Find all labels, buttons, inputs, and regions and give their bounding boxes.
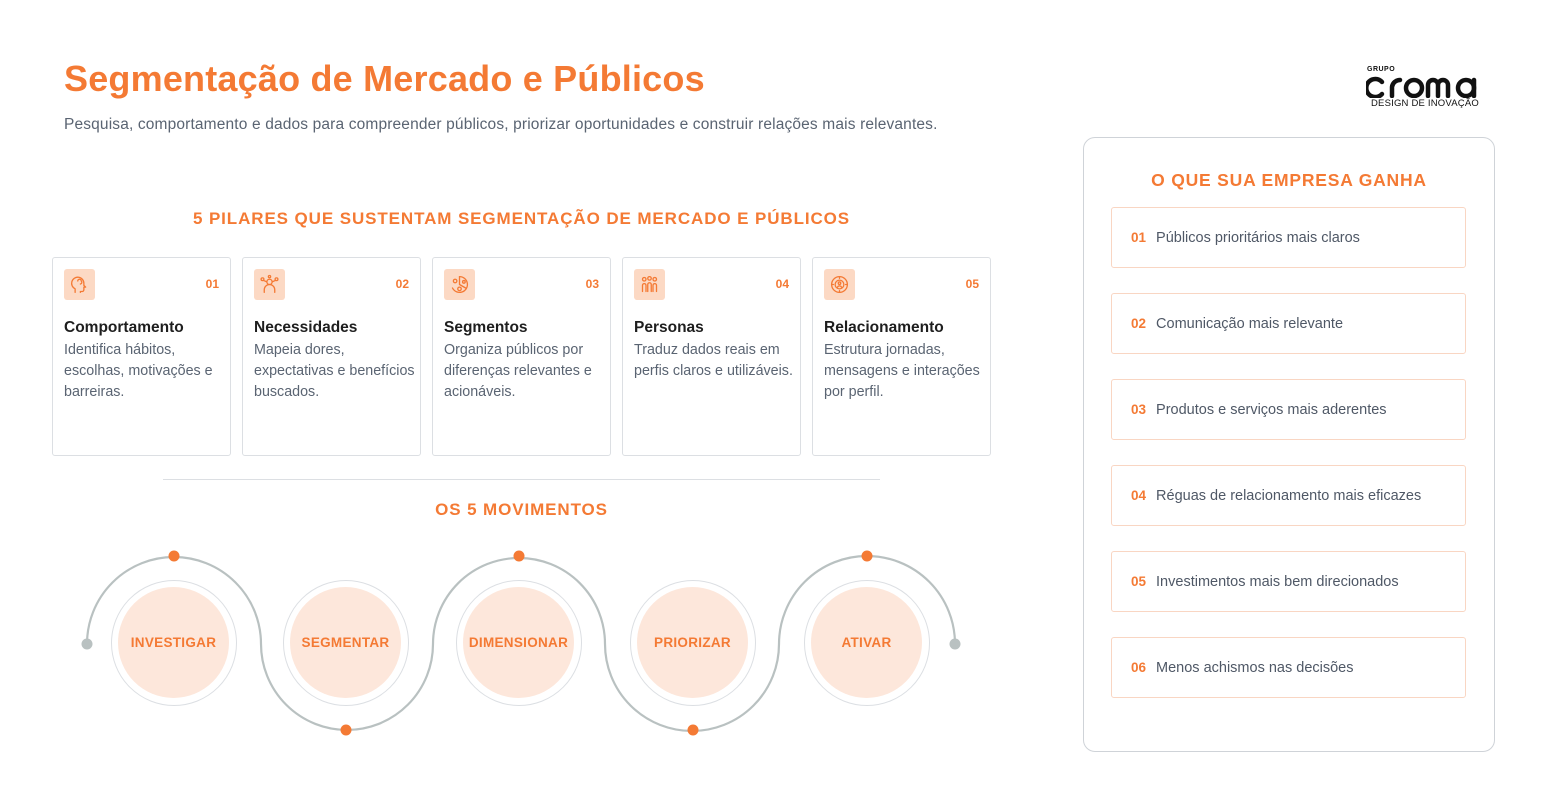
pilar-title: Segmentos [444, 319, 528, 336]
ganho-item [1111, 637, 1466, 698]
ganho-item [1111, 551, 1466, 612]
wave-marker-dot [688, 725, 699, 736]
ganho-number: 05 [1131, 574, 1147, 589]
ganho-number: 06 [1131, 660, 1147, 675]
ganho-text: Comunicação mais relevante [1156, 315, 1344, 332]
ganho-text: Públicos prioritários mais claros [1156, 229, 1360, 246]
page-subtitle: Pesquisa, comportamento e dados para compreender públicos, priorizar oportunidades e construir relações mais relevantes. [64, 116, 938, 133]
movimento-ativar [804, 580, 930, 706]
ganho-item [1111, 207, 1466, 268]
movimento-label: ATIVAR [841, 635, 892, 650]
movimento-priorizar [630, 580, 756, 706]
wave-marker-dot [341, 725, 352, 736]
pilar-title: Comportamento [64, 319, 184, 336]
ganhos-title: O QUE SUA EMPRESA GANHA [1151, 170, 1427, 190]
pilar-number: 04 [775, 277, 789, 291]
pilar-number: 02 [395, 277, 409, 291]
pilar-description: Traduz dados reais em perfis claros e utilizáveis. [634, 342, 793, 379]
ganho-number: 03 [1131, 402, 1147, 417]
ganho-number: 01 [1131, 230, 1147, 245]
ganho-text: Investimentos mais bem direcionados [1156, 573, 1399, 590]
pilar-title: Necessidades [254, 319, 358, 336]
wave-marker-dot [514, 551, 525, 562]
ganho-item [1111, 465, 1466, 526]
logo-tagline: DESIGN DE INOVAÇÃO [1371, 98, 1479, 109]
ganho-text: Produtos e serviços mais aderentes [1156, 401, 1387, 418]
pilar-number: 01 [205, 277, 219, 291]
movimento-investigar [111, 580, 237, 706]
movimento-label: SEGMENTAR [301, 635, 390, 650]
pilar-title: Personas [634, 319, 704, 336]
pilar-description: Organiza públicos por diferenças relevantes e acionáveis. [444, 342, 592, 400]
pilar-description: Estrutura jornadas, mensagens e interações por perfil. [824, 342, 980, 400]
movimentos-section-title: OS 5 MOVIMENTOS [435, 500, 608, 519]
wave-end-dot [950, 639, 961, 650]
pilar-description: Identifica hábitos, escolhas, motivações e barreiras. [64, 342, 213, 400]
ganho-text: Réguas de relacionamento mais eficazes [1156, 487, 1422, 504]
pilar-title: Relacionamento [824, 319, 944, 336]
pilar-number: 05 [965, 277, 979, 291]
movimento-dimensionar [456, 580, 582, 706]
ganho-item [1111, 293, 1466, 354]
ganho-text: Menos achismos nas decisões [1156, 659, 1354, 676]
pilar-number: 03 [585, 277, 599, 291]
logo-grupo-text: GRUPO [1367, 66, 1396, 73]
wave-marker-dot [862, 551, 873, 562]
page-title: Segmentação de Mercado e Públicos [64, 58, 705, 99]
movimento-label: INVESTIGAR [130, 635, 217, 650]
ganho-number: 04 [1131, 488, 1147, 503]
movimento-segmentar [283, 580, 409, 706]
ganho-number: 02 [1131, 316, 1147, 331]
movimento-label: DIMENSIONAR [468, 635, 569, 650]
wave-marker-dot [169, 551, 180, 562]
ganhos-panel [1083, 137, 1495, 752]
pilares-section-title: 5 PILARES QUE SUSTENTAM SEGMENTAÇÃO DE MERCADO E PÚBLICOS [192, 209, 851, 228]
ganho-item [1111, 379, 1466, 440]
movimento-label: PRIORIZAR [654, 635, 731, 650]
pilar-description: Mapeia dores, expectativas e benefícios buscados. [254, 342, 415, 400]
wave-start-dot [82, 639, 93, 650]
